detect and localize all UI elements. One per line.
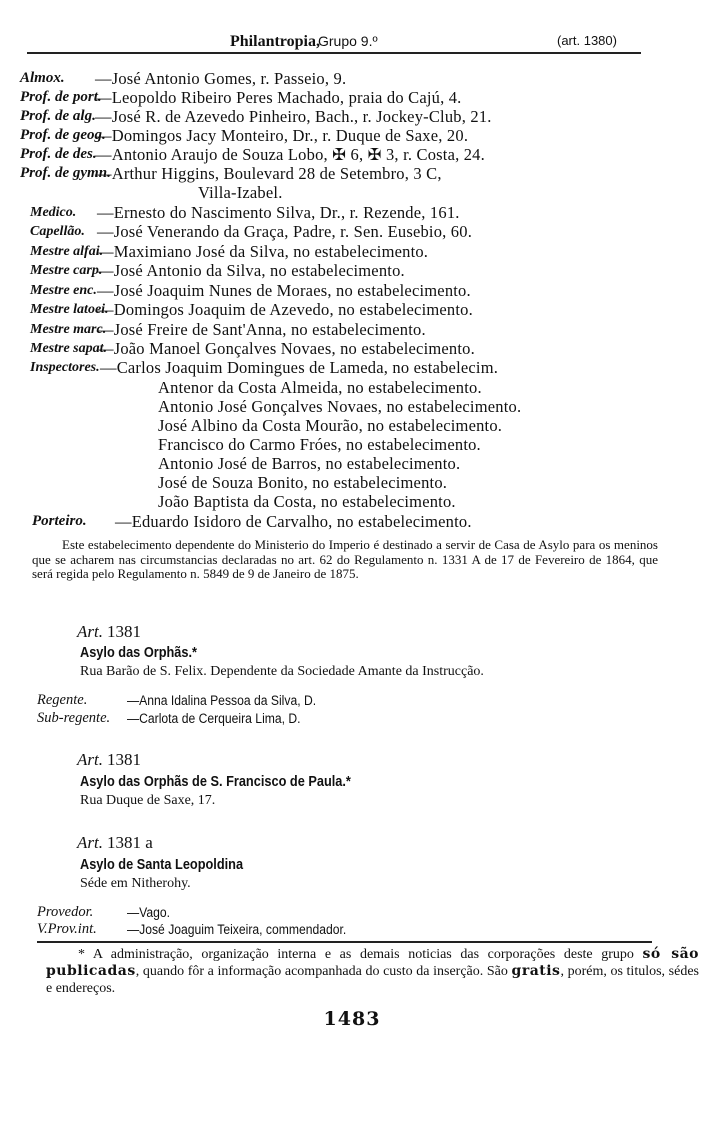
footnote-text: , quando fôr a informação acompanhada do custo da inserção. São xyxy=(135,964,512,979)
person: —José Joaguim Teixeira, commendador. xyxy=(127,922,347,937)
institution-name: Asylo das Orphãs de S. Francisco de Paula.* xyxy=(80,774,351,790)
person: Francisco do Carmo Fróes, no estabelecimento. xyxy=(158,435,481,454)
person: —Maximiano José da Silva, no estabelecimento. xyxy=(97,242,429,261)
role-label: Almox. xyxy=(20,70,65,86)
person: —Domingos Joaquim de Azevedo, no estabelecimento. xyxy=(97,300,473,319)
role-label: Inspectores. xyxy=(30,360,100,375)
role-label: Capellão. xyxy=(30,224,85,239)
role-label: Prof. de alg. xyxy=(20,108,96,124)
role-label: Prof. de port. xyxy=(20,89,102,105)
role-label: Provedor. xyxy=(37,904,94,920)
person: —José Freire de Sant'Anna, no estabelecimento. xyxy=(97,320,426,339)
role-label: Prof. de des. xyxy=(20,146,97,162)
person: —Carlota de Cerqueira Lima, D. xyxy=(127,711,301,726)
person: —José Venerando da Graça, Padre, r. Sen. Eusebio, 60. xyxy=(97,222,473,241)
role-label: Medico. xyxy=(30,205,77,220)
role-label: Mestre carp. xyxy=(30,263,103,278)
person: José Albino da Costa Mourão, no estabelecimento. xyxy=(158,416,503,435)
person: —Carlos Joaquim Domingues de Lameda, no estabelecim. xyxy=(100,358,499,377)
role-label: Mestre marc. xyxy=(30,322,107,337)
header-article-ref: (art. 1380) xyxy=(557,33,617,48)
person: —Leopoldo Ribeiro Peres Machado, praia do Cajú, 4. xyxy=(95,88,462,107)
page-number: 1483 xyxy=(323,1008,381,1030)
person: —João Manoel Gonçalves Novaes, no estabelecimento. xyxy=(97,339,475,358)
person: —Domingos Jacy Monteiro, Dr., r. Duque de Saxe, 20. xyxy=(95,126,469,145)
footnote-emphasis: gratis xyxy=(511,963,561,979)
article-heading xyxy=(77,833,153,853)
article-label: Art. xyxy=(77,833,103,852)
article-heading xyxy=(77,750,141,770)
person: —Vago. xyxy=(127,905,171,920)
role-label: Prof. de gymn. xyxy=(20,165,111,181)
article-heading xyxy=(77,622,141,642)
footnote xyxy=(46,946,699,997)
person: —José Antonio Gomes, r. Passeio, 9. xyxy=(95,69,347,88)
person: Villa-Izabel. xyxy=(198,183,283,202)
person: João Baptista da Costa, no estabelecimento. xyxy=(158,492,456,511)
person: —Arthur Higgins, Boulevard 28 de Setembro, 3 C, xyxy=(95,164,442,183)
person: —Anna Idalina Pessoa da Silva, D. xyxy=(127,693,317,708)
institution-address: Séde em Nitherohy. xyxy=(80,876,191,891)
role-label: Sub-regente. xyxy=(37,710,111,726)
institution-address: Rua Barão de S. Felix. Dependente da Sociedade Amante da Instrucção. xyxy=(80,664,484,679)
article-label: Art. xyxy=(77,750,103,769)
footnote-emphasis: só são publicadas xyxy=(46,946,699,979)
role-label: Porteiro. xyxy=(32,513,87,529)
header-title: Philantropia, xyxy=(230,33,320,50)
person: Antonio José de Barros, no estabelecimento. xyxy=(158,454,461,473)
role-label: Mestre alfai. xyxy=(30,244,104,259)
person: Antonio José Gonçalves Novaes, no estabelecimento. xyxy=(158,397,522,416)
role-label: Mestre sapat. xyxy=(30,341,107,356)
institution-name: Asylo de Santa Leopoldina xyxy=(80,857,244,873)
description-paragraph: Este estabelecimento dependente do Ministerio do Imperio é destinado a servir de Casa de Asylo para os meninos que se acharem nas circumstancias declaradas no art. 62 do Regulamento n. 1331 A de 17 de Fevereiro de 1864, que será regida pelo Regulamento n. 5849 de 9 de Janeiro de 1875. xyxy=(32,537,658,581)
person: —José R. de Azevedo Pinheiro, Bach., r. Jockey-Club, 21. xyxy=(95,107,492,126)
person: —José Joaquim Nunes de Moraes, no estabelecimento. xyxy=(97,281,471,300)
footnote-rule xyxy=(37,941,652,943)
person: Antenor da Costa Almeida, no estabelecimento. xyxy=(158,378,482,397)
role-label: Mestre latoei. xyxy=(30,302,109,317)
role-label: Prof. de geog. xyxy=(20,127,106,143)
role-label: Mestre enc. xyxy=(30,283,97,298)
person: —Ernesto do Nascimento Silva, Dr., r. Rezende, 161. xyxy=(97,203,460,222)
institution-address: Rua Duque de Saxe, 17. xyxy=(80,793,216,808)
person: José de Souza Bonito, no estabelecimento. xyxy=(158,473,448,492)
article-number: 1381 xyxy=(106,622,141,641)
person: —Antonio Araujo de Souza Lobo, ✠ 6, ✠ 3, r. Costa, 24. xyxy=(95,145,485,164)
footnote-text: * A administração, organização interna e as demais noticias das corporações deste grupo xyxy=(78,947,643,962)
role-label: V.Prov.int. xyxy=(37,921,97,937)
header-group: Grupo 9.º xyxy=(318,33,378,49)
header-rule xyxy=(27,52,641,54)
footnote-text: , porém, os titulos, sédes e endereços. xyxy=(46,964,699,996)
role-label: Regente. xyxy=(37,692,88,708)
person: —Eduardo Isidoro de Carvalho, no estabelecimento. xyxy=(115,512,472,531)
article-number: 1381 a xyxy=(106,833,153,852)
article-label: Art. xyxy=(77,622,103,641)
article-number: 1381 xyxy=(106,750,141,769)
institution-name: Asylo das Orphãs.* xyxy=(80,645,198,661)
person: —José Antonio da Silva, no estabelecimento. xyxy=(97,261,405,280)
